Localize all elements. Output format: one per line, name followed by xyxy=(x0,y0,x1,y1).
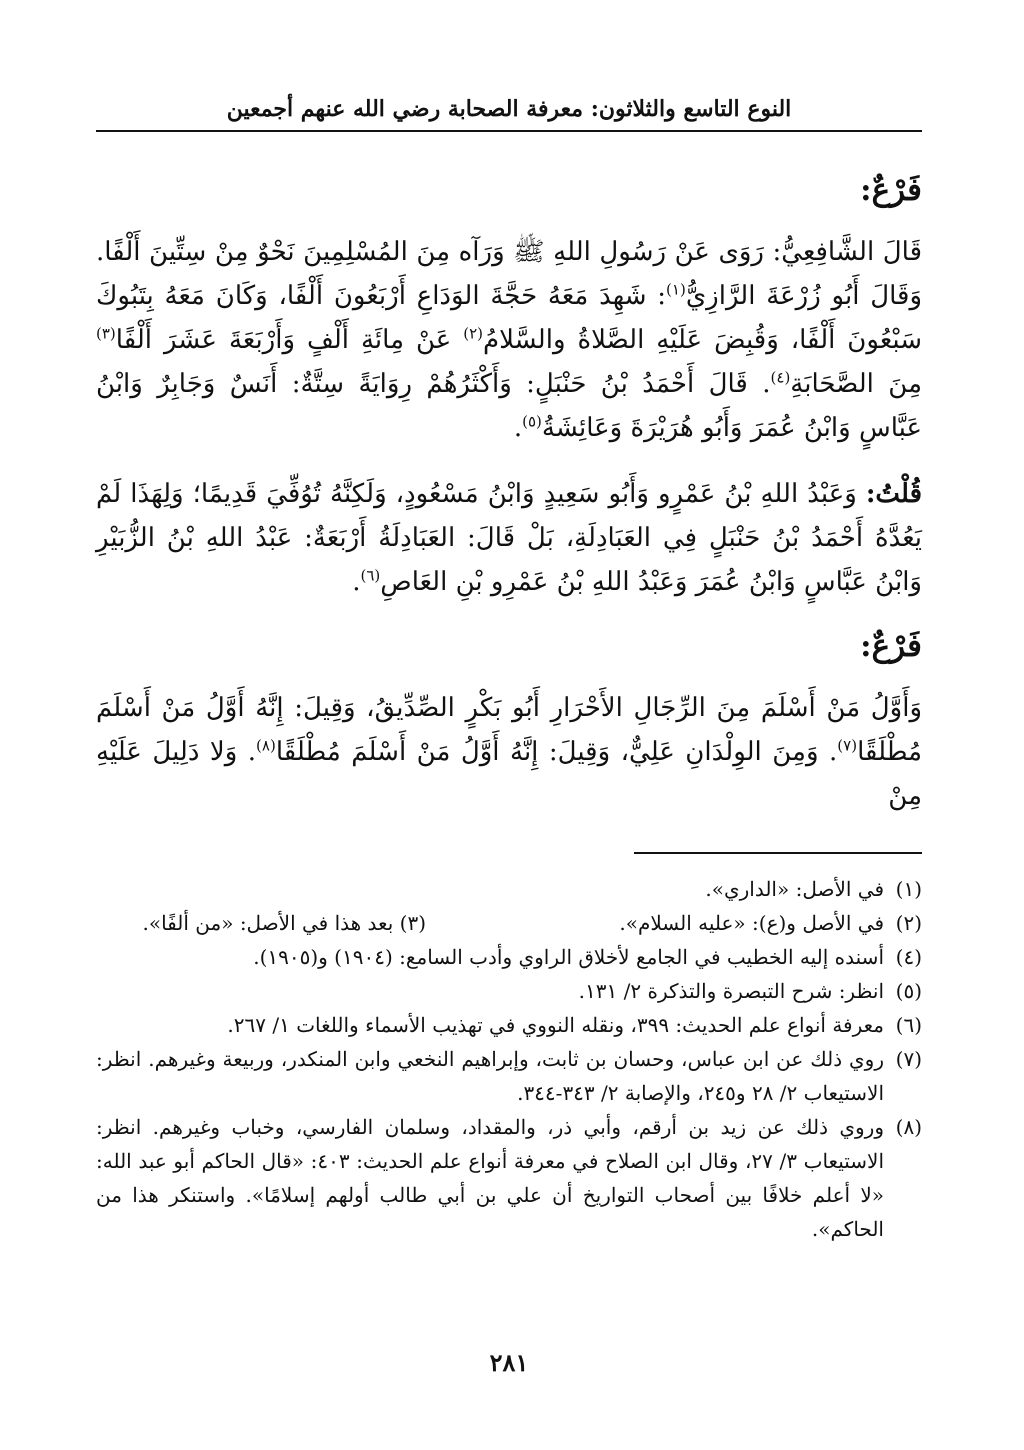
page-number: ٢٨١ xyxy=(489,1348,529,1377)
footnote-number: (٦) xyxy=(895,1013,922,1037)
text-run: . xyxy=(352,567,361,597)
text-run: عَنْ مِائَةِ أَلْفٍ وَأَرْبَعَةَ عَشَرَ أَلْفًا xyxy=(115,325,464,355)
section-heading: فَرْعٌ: xyxy=(860,628,922,664)
footnote-number: (٣) xyxy=(399,911,426,935)
footnote-number: (٨) xyxy=(895,1115,922,1139)
footnote-reference: (١) xyxy=(666,280,686,299)
footnote xyxy=(96,940,922,974)
footnote-number: (٧) xyxy=(895,1047,922,1071)
main-text xyxy=(96,170,922,818)
text-run: مِنَ الصَّحَابَةِ xyxy=(790,369,922,399)
footnotes xyxy=(96,872,922,1246)
text-run: قَالَ الشَّافِعِيُّ: رَوَى عَنْ رَسُولِ اللهِ ﷺ وَرَآه مِنَ المُسْلِمِينَ نَحْوٌ مِنْ سِتِّينَ أَلْفًا. وَقَالَ أَبُو زُرْعَةَ الرَّازِيُّ xyxy=(96,237,923,311)
footnote-reference: (٧) xyxy=(837,736,858,755)
footnote-text: في الأصل و(ع): «عليه السلام». xyxy=(619,911,884,935)
footnote-text: في الأصل: «الداري». xyxy=(705,877,884,901)
book-page xyxy=(96,88,922,1378)
footnote-reference: (٦) xyxy=(360,566,381,585)
footnote-number: (٤) xyxy=(895,945,922,969)
footnote-text: بعد هذا في الأصل: «من ألفًا». xyxy=(142,911,394,935)
footnote-text: أسنده إليه الخطيب في الجامع لأخلاق الراوي وأدب السامع: (١٩٠٤) و(١٩٠٥). xyxy=(253,945,884,969)
footnote-number: (٥) xyxy=(895,979,922,1003)
text-run: وَعَبْدُ اللهِ بْنُ عَمْرٍو وَأَبُو سَعِيدٍ وَابْنُ مَسْعُودٍ، وَلَكِنَّهُ تُوُفِّيَ قَدِيمًا؛ وَلِهَذَا لَمْ يَعُدَّهُ أَحْمَدُ بْنُ حَنْبَلٍ فِي العَبَادِلَةِ، بَلْ قَالَ: العَبَادِلَةُ أَرْبَعَةٌ: عَبْدُ اللهِ بْنُ الزُّبَيْرِ وَابْنُ عَبَّاسٍ وَابْنُ عُمَرَ وَعَبْدُ اللهِ بْنُ عَمْرِو بْنِ العَاصِ xyxy=(96,479,922,597)
footnote-separator xyxy=(634,852,922,854)
footnote-secondary xyxy=(96,906,426,940)
footnote-reference: (٤) xyxy=(770,368,791,387)
body-paragraph xyxy=(96,472,922,604)
text-run: وَأَوَّلُ مَنْ أَسْلَمَ مِنَ الرِّجَالِ الأَحْرَارِ أَبُو بَكْرٍ الصِّدِّيقُ، وَقِيلَ: إِنَّهُ أَوَّلُ مَنْ أَسْلَمَ مُطْلَقًا xyxy=(96,693,922,767)
footnote xyxy=(96,1110,922,1246)
footnote-reference: (٣) xyxy=(96,324,116,343)
running-header: النوع التاسع والثلاثون: معرفة الصحابة رضي الله عنهم أجمعين xyxy=(96,88,922,132)
footnote-reference: (٢) xyxy=(463,324,483,343)
text-run: . xyxy=(513,413,523,443)
footnote xyxy=(96,1042,922,1110)
footnote xyxy=(96,974,922,1008)
text-run: . وَمِنَ الوِلْدَانِ عَلِيٌّ، وَقِيلَ: إِنَّهُ أَوَّلُ مَنْ أَسْلَمَ مُطْلَقًا xyxy=(275,737,838,767)
section-heading: فَرْعٌ: xyxy=(860,172,922,208)
footnote-text: روي ذلك عن ابن عباس، وحسان بن ثابت، وإبراهيم النخعي وابن المنكدر، وربيعة وغيرهم. انظر: الاستيعاب ٢/ ٢٨ و٢٤٥، والإصابة ٢/ ٣٤٣-٣٤٤. xyxy=(96,1047,884,1105)
footnote-text: معرفة أنواع علم الحديث: ٣٩٩، ونقله النووي في تهذيب الأسماء واللغات ١/ ٢٦٧. xyxy=(227,1013,884,1037)
body-paragraph xyxy=(96,230,922,450)
footnote-number: (١) xyxy=(895,877,922,901)
footnote-text: انظر: شرح التبصرة والتذكرة ٢/ ١٣١. xyxy=(578,979,884,1003)
footnote-text: وروي ذلك عن زيد بن أرقم، وأبي ذر، والمقداد، وسلمان الفارسي، وخباب وغيرهم. انظر: الاستيعاب ٣/ ٢٧، وقال ابن الصلاح في معرفة أنواع علم الحديث: ٤٠٣: «قال الحاكم أبو عبد الله: «لا أعلم خلافًا بين أصحاب التواريخ أن علي بن أبي طالب أولهم إسلامًا». واستنكر هذا من الحاكم». xyxy=(96,1115,884,1241)
footnote-number: (٢) xyxy=(895,911,922,935)
footnote-reference: (٨) xyxy=(256,736,276,755)
body-paragraph xyxy=(96,686,922,818)
paragraph-lead: قُلْتُ: xyxy=(865,479,922,509)
footnote xyxy=(96,1008,922,1042)
text-run: . قَالَ أَحْمَدُ بْنُ حَنْبَلٍ: وَأَكْثَرُهُمْ رِوَايَةً سِتَّةٌ: أَنَسٌ وَجَابِرٌ وَابْنُ عَبَّاسٍ وَابْنُ عُمَرَ وَأَبُو هُرَيْرَةَ وَعَائِشَةُ xyxy=(96,369,922,443)
footnote-reference: (٥) xyxy=(522,412,542,431)
text-run: . وَلا دَلِيلَ عَلَيْهِ مِنْ xyxy=(96,737,922,811)
text-run: : شَهِدَ مَعَهُ حَجَّةَ الوَدَاعِ أَرْبَعُونَ أَلْفًا، وَكَانَ مَعَهُ بِتَبُوكَ سَبْعُونَ أَلْفًا، وَقُبِضَ عَلَيْهِ الصَّلاةُ والسَّلامُ xyxy=(96,281,922,355)
footnote xyxy=(96,872,922,906)
footnote-pair xyxy=(96,906,922,940)
